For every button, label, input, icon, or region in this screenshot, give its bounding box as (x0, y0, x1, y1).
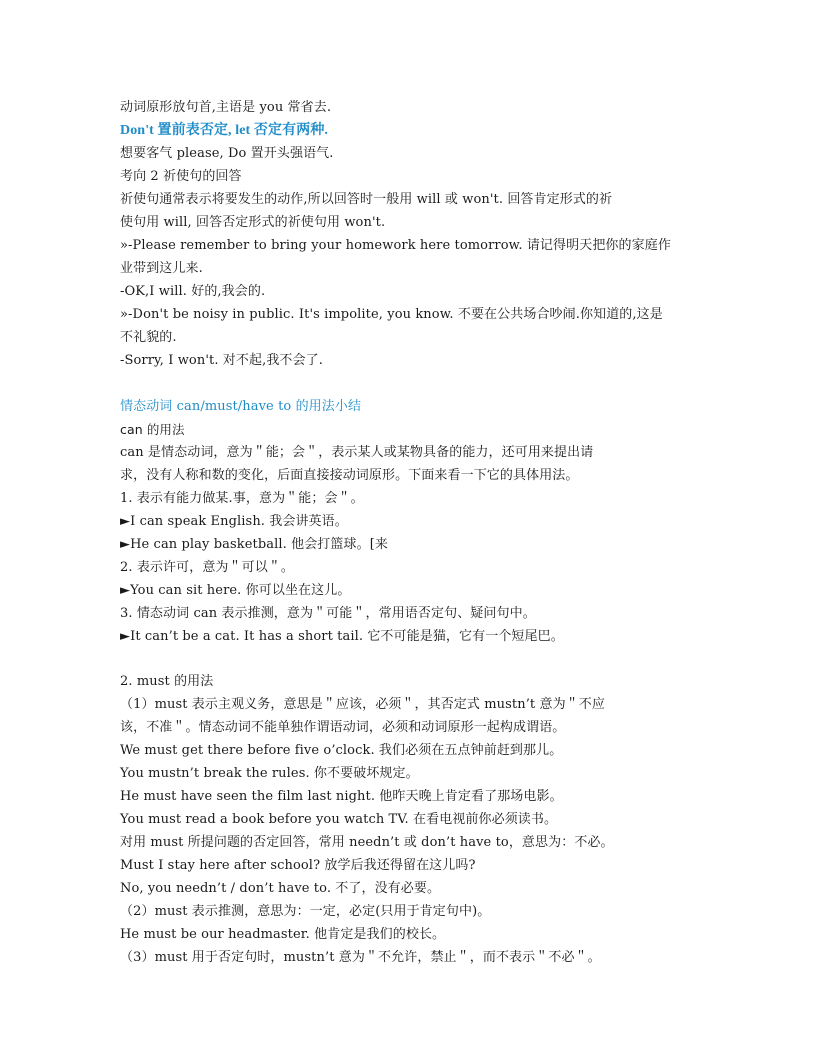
section-heading-modal-verbs: 情态动词 can/must/have to 的用法小结 (120, 399, 362, 414)
example-line: Must I stay here after school? 放学后我还得留在这儿吗? (120, 858, 476, 873)
paragraph-line: can 是情态动词，意为＂能；会＂，表示某人或某物具备的能力，还可用来提出请 (120, 445, 594, 460)
example-line: You mustn’t break the rules. 你不要破坏规定。 (120, 766, 419, 781)
example-line: ►You can sit here. 你可以坐在这儿。 (120, 583, 351, 598)
example-line: 业带到这儿来. (120, 261, 203, 276)
paragraph-line: 对用 must 所提问题的否定回答，常用 needn’t 或 don’t have to，意思为：不必。 (120, 835, 614, 850)
rule-line-2-highlighted: Don't 置前表否定, let 否定有两种. (120, 123, 329, 138)
example-line: ►He can play basketball. 他会打篮球。[来 (120, 537, 388, 552)
example-line: -OK,I will. 好的,我会的. (120, 284, 266, 299)
paragraph-line: 祈使句通常表示将要发生的动作,所以回答时一般用 will 或 won't. 回答肯定形式的祈 (120, 192, 613, 207)
example-line: He must be our headmaster. 他肯定是我们的校长。 (120, 927, 446, 942)
example-line: »-Don't be noisy in public. It's impolite, you know. 不要在公共场合吵闹.你知道的,这是 (120, 307, 663, 322)
paragraph-line: 该，不准＂。情态动词不能单独作谓语动词，必须和动词原形一起构成谓语。 (120, 720, 566, 735)
usage-point: 3. 情态动词 can 表示推测，意为＂可能＂，常用语否定句、疑问句中。 (120, 606, 536, 621)
paragraph-line: 使句用 will, 回答否定形式的祈使句用 won't. (120, 215, 386, 230)
document-body (120, 96, 700, 969)
spacer (120, 372, 700, 395)
subheading-must: 2. must 的用法 (120, 674, 214, 689)
section-title-reply: 考向 2 祈使句的回答 (120, 169, 242, 184)
subheading-can: can 的用法 (120, 422, 185, 437)
example-line: He must have seen the film last night. 他昨天晚上肯定看了那场电影。 (120, 789, 563, 804)
rule-line-1: 动词原形放句首,主语是 you 常省去. (120, 100, 332, 115)
example-line: »-Please remember to bring your homework here tomorrow. 请记得明天把你的家庭作 (120, 238, 671, 253)
usage-point: （3）must 用于否定句时，mustn’t 意为＂不允许，禁止＂，而不表示＂不必＂。 (120, 950, 601, 965)
usage-point: （2）must 表示推测，意思为：一定，必定(只用于肯定句中)。 (120, 904, 491, 919)
example-line: You must read a book before you watch TV. 在看电视前你必须读书。 (120, 812, 558, 827)
example-line: We must get there before five o’clock. 我们必须在五点钟前赶到那儿。 (120, 743, 563, 758)
example-line: ►I can speak English. 我会讲英语。 (120, 514, 348, 529)
example-line: -Sorry, I won't. 对不起,我不会了. (120, 353, 323, 368)
paragraph-line: 求，没有人称和数的变化，后面直接接动词原形。下面来看一下它的具体用法。 (120, 468, 579, 483)
example-line: ►It can’t be a cat. It has a short tail. 它不可能是猫，它有一个短尾巴。 (120, 629, 564, 644)
rule-line-3: 想要客气 please, Do 置开头强语气. (120, 146, 334, 161)
spacer (120, 648, 700, 670)
example-line: No, you needn’t / don’t have to. 不了，没有必要。 (120, 881, 441, 896)
paragraph-line: （1）must 表示主观义务，意思是＂应该，必须＂，其否定式 mustn’t 意为＂不应 (120, 697, 605, 712)
usage-point: 2. 表示许可，意为＂可以＂。 (120, 560, 295, 575)
example-line: 不礼貌的. (120, 330, 177, 345)
usage-point: 1. 表示有能力做某.事，意为＂能；会＂。 (120, 491, 364, 506)
